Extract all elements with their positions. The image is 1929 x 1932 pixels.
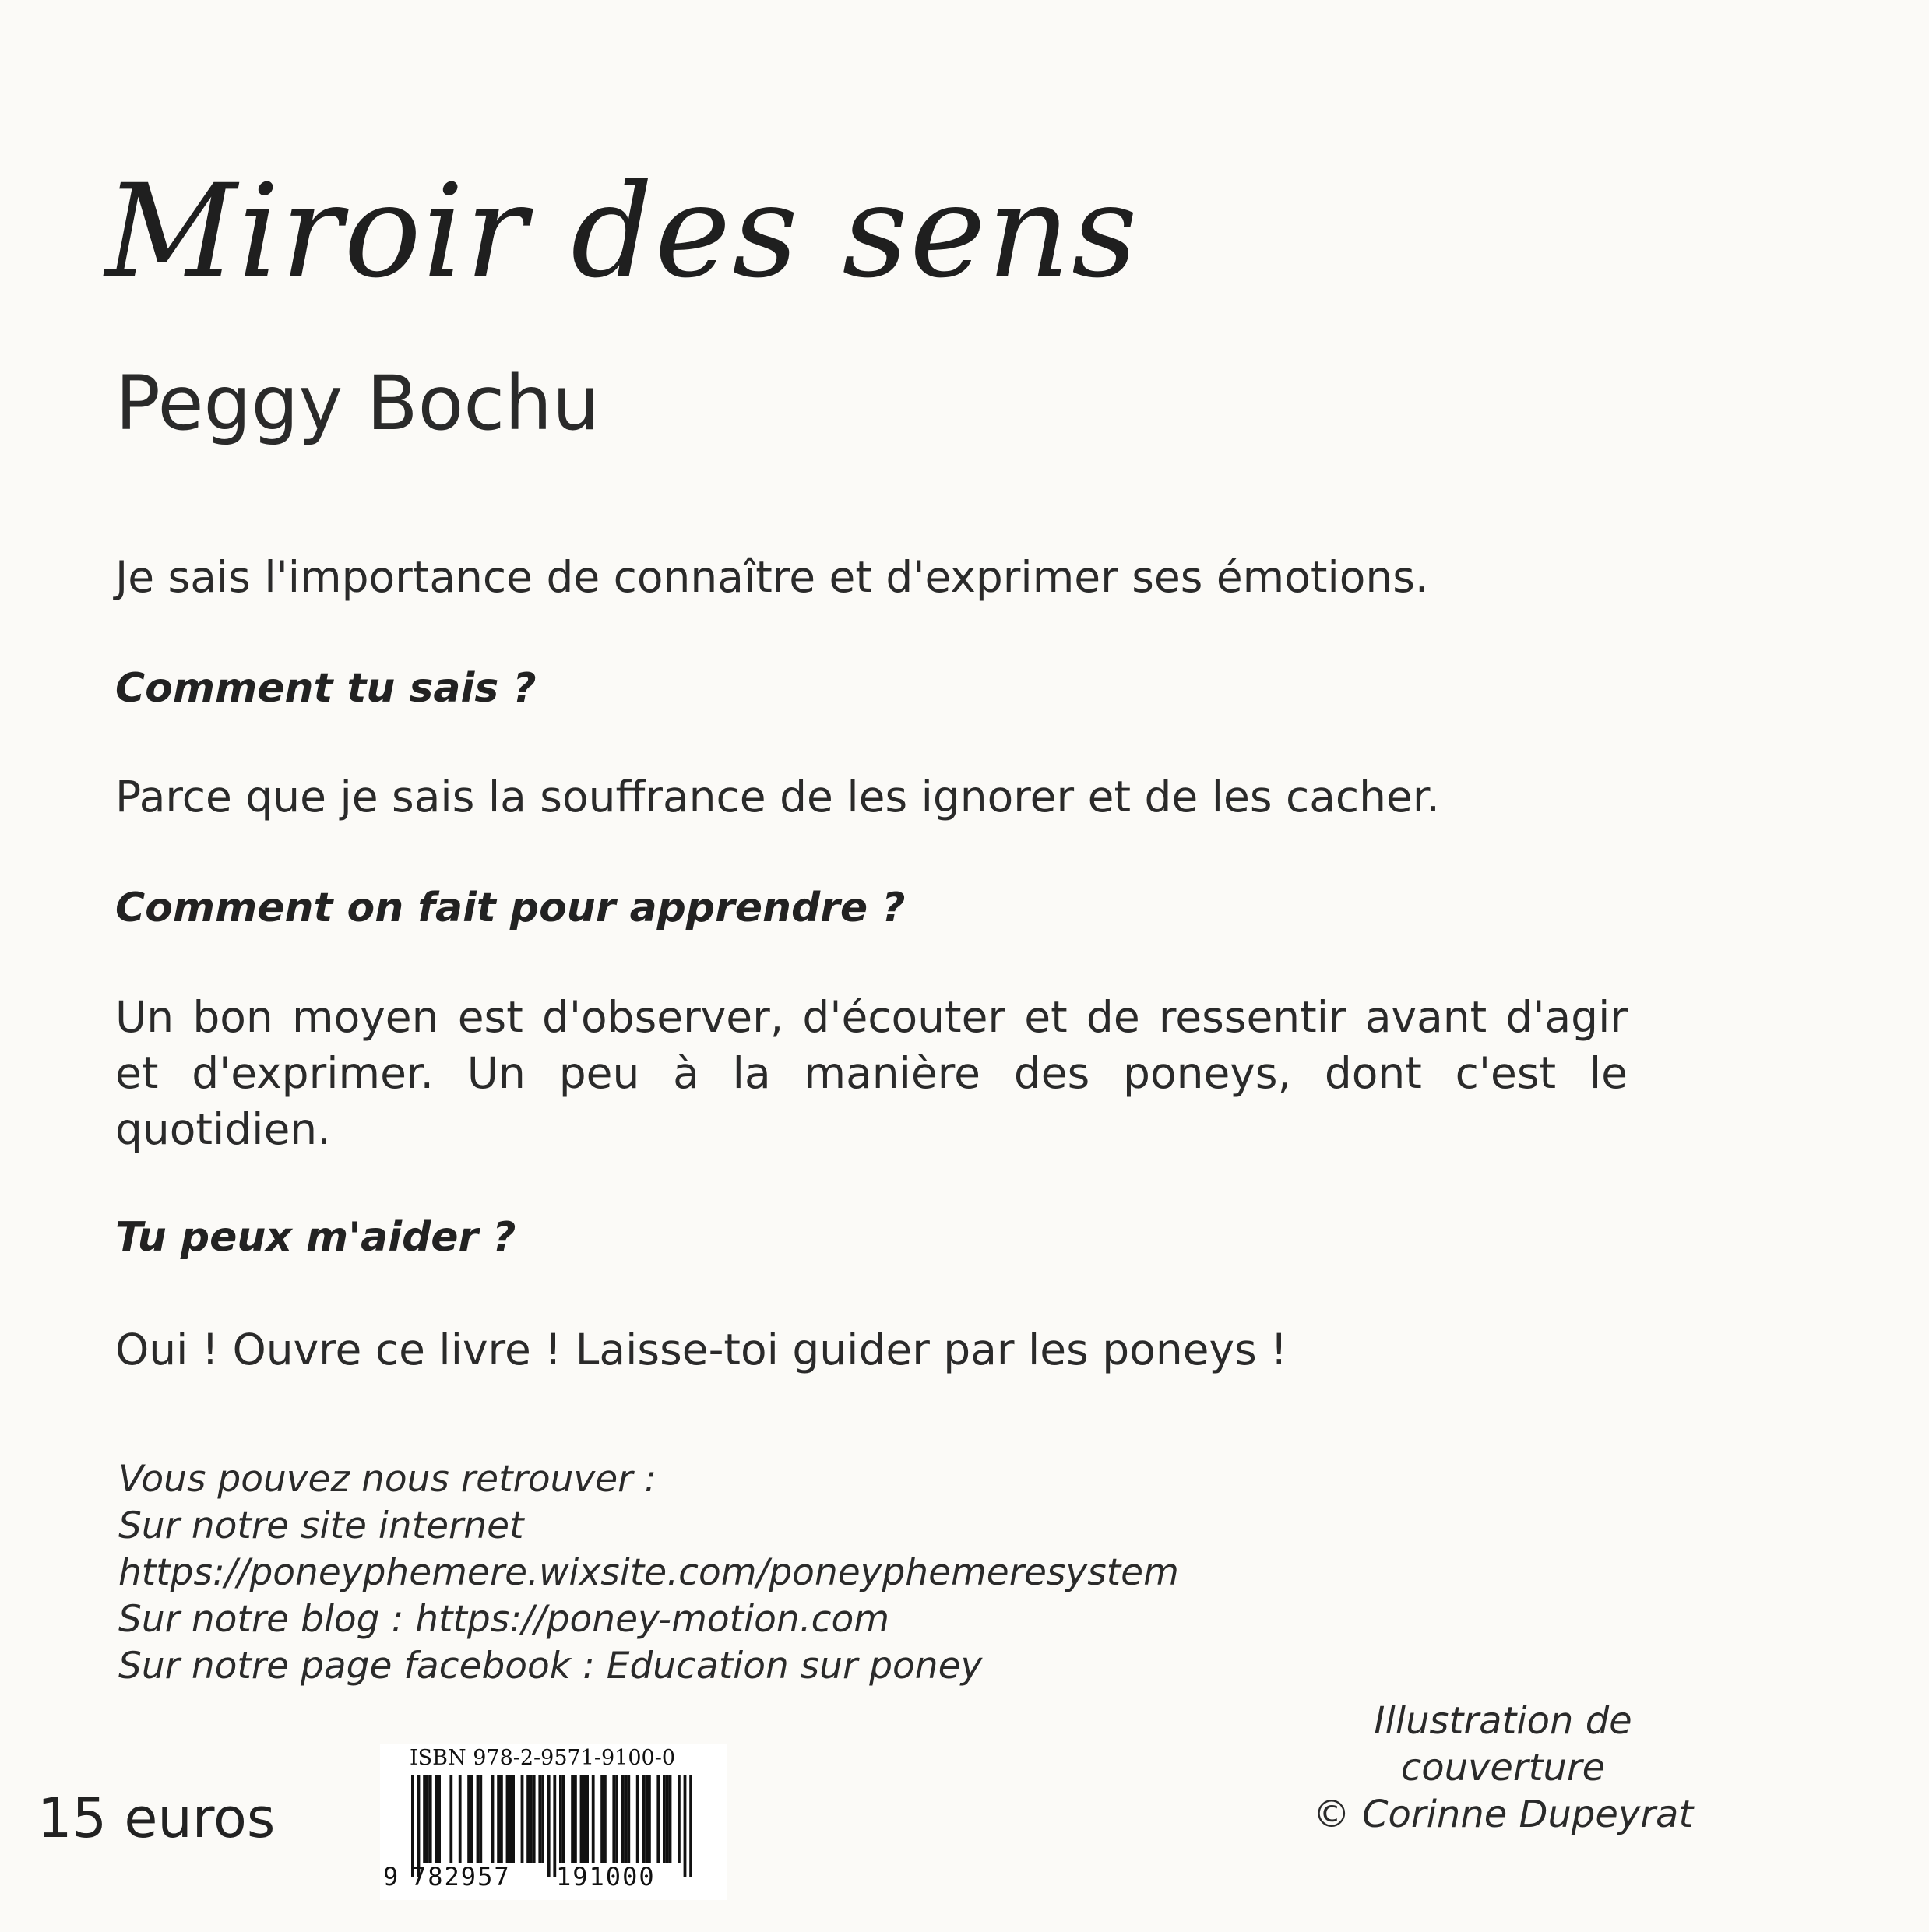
blurb-question-1: Comment tu sais ? <box>115 665 537 712</box>
barcode-bar <box>678 1775 681 1863</box>
barcode-bar <box>642 1775 645 1863</box>
ean-digits <box>380 1861 727 1892</box>
barcode-bar <box>592 1775 595 1863</box>
credit-line-2: couverture <box>1400 1746 1606 1789</box>
blurb-answer-1: Parce que je sais la souffrance de les ignorer et de les cacher. <box>115 772 1440 822</box>
barcode-bar <box>500 1775 503 1863</box>
barcode-bar <box>512 1775 515 1863</box>
contact-heading: Vous pouvez nous retrouver : <box>118 1458 657 1501</box>
barcode-bar <box>627 1775 630 1863</box>
blurb-intro: Je sais l'importance de connaître et d'exprimer ses émotions. <box>115 552 1429 602</box>
barcode-bar <box>467 1775 470 1863</box>
barcode-bar <box>470 1775 473 1863</box>
barcode-bar <box>656 1775 660 1863</box>
barcode-bar <box>571 1775 574 1863</box>
contact-info <box>118 1456 1179 1690</box>
barcode-bar <box>600 1775 604 1863</box>
isbn-barcode <box>380 1744 727 1900</box>
contact-blog: Sur notre blog : https://poney-motion.com <box>118 1598 889 1641</box>
barcode-bar <box>497 1775 500 1863</box>
ean-right-group: 191000 <box>556 1862 656 1892</box>
blurb-answer-2: Un bon moyen est d'observer, d'écouter et de ressentir avant d'agir et d'exprimer. Un peu à la manière des poneys, dont c'est le quotidien. <box>115 992 1628 1154</box>
barcode-bar <box>509 1775 512 1863</box>
barcode-bar <box>648 1775 651 1863</box>
barcode-bar <box>435 1775 438 1863</box>
barcode-bar <box>491 1775 495 1863</box>
blurb-answer-3: Oui ! Ouvre ce livre ! Laisse-toi guider par les poneys ! <box>115 1325 1288 1374</box>
author-name: Peggy Bochu <box>115 360 600 447</box>
barcode-bar <box>625 1775 628 1863</box>
barcode-bar <box>645 1775 648 1863</box>
barcode-bar <box>521 1775 524 1863</box>
barcode-bar <box>586 1775 589 1863</box>
credit-line-3: © Corinne Dupeyrat <box>1312 1793 1694 1836</box>
barcode-bar <box>538 1775 541 1863</box>
ean-first-digit: 9 <box>383 1862 399 1892</box>
price: 15 euros <box>37 1786 276 1850</box>
barcode-bar <box>604 1775 607 1863</box>
book-title: Miroir des sens <box>105 157 1139 306</box>
barcode-bar <box>621 1775 625 1863</box>
barcode-bar <box>459 1775 462 1863</box>
barcode-bar <box>580 1775 583 1863</box>
blurb-question-3: Tu peux m'aider ? <box>115 1214 516 1261</box>
barcode-bar <box>612 1775 615 1863</box>
barcode-bar <box>636 1775 639 1863</box>
barcode-bar <box>663 1775 666 1863</box>
barcode-bar <box>615 1775 618 1863</box>
barcode-bar <box>669 1775 672 1863</box>
barcode-bar <box>423 1775 426 1863</box>
barcode-bar <box>429 1775 432 1863</box>
barcode-bar <box>530 1775 533 1863</box>
barcode-bar <box>574 1775 577 1863</box>
barcode-bar <box>541 1775 544 1863</box>
contact-facebook: Sur notre page facebook : Education sur poney <box>118 1645 983 1687</box>
barcode-bar <box>479 1775 482 1863</box>
barcode-bar <box>562 1775 565 1863</box>
barcode-bar <box>506 1775 509 1863</box>
cover-credit <box>1293 1698 1713 1838</box>
barcode-bar <box>438 1775 441 1863</box>
barcode-bar <box>477 1775 480 1863</box>
barcode-bar <box>426 1775 429 1863</box>
credit-line-1: Illustration de <box>1374 1699 1632 1743</box>
isbn-label: ISBN 978-2-9571-9100-0 <box>410 1746 676 1770</box>
barcode-bar <box>583 1775 586 1863</box>
barcode-bar <box>559 1775 562 1863</box>
barcode-bar <box>666 1775 669 1863</box>
contact-website-url: https://poneyphemere.wixsite.com/poneyphemeresystem <box>118 1551 1179 1594</box>
barcode-bar <box>449 1775 452 1863</box>
ean-left-group: 782957 <box>411 1862 511 1892</box>
blurb-question-2: Comment on fait pour apprendre ? <box>115 885 906 931</box>
barcode-bar <box>526 1775 530 1863</box>
contact-website-label: Sur notre site internet <box>118 1504 524 1547</box>
barcode-bar <box>533 1775 536 1863</box>
